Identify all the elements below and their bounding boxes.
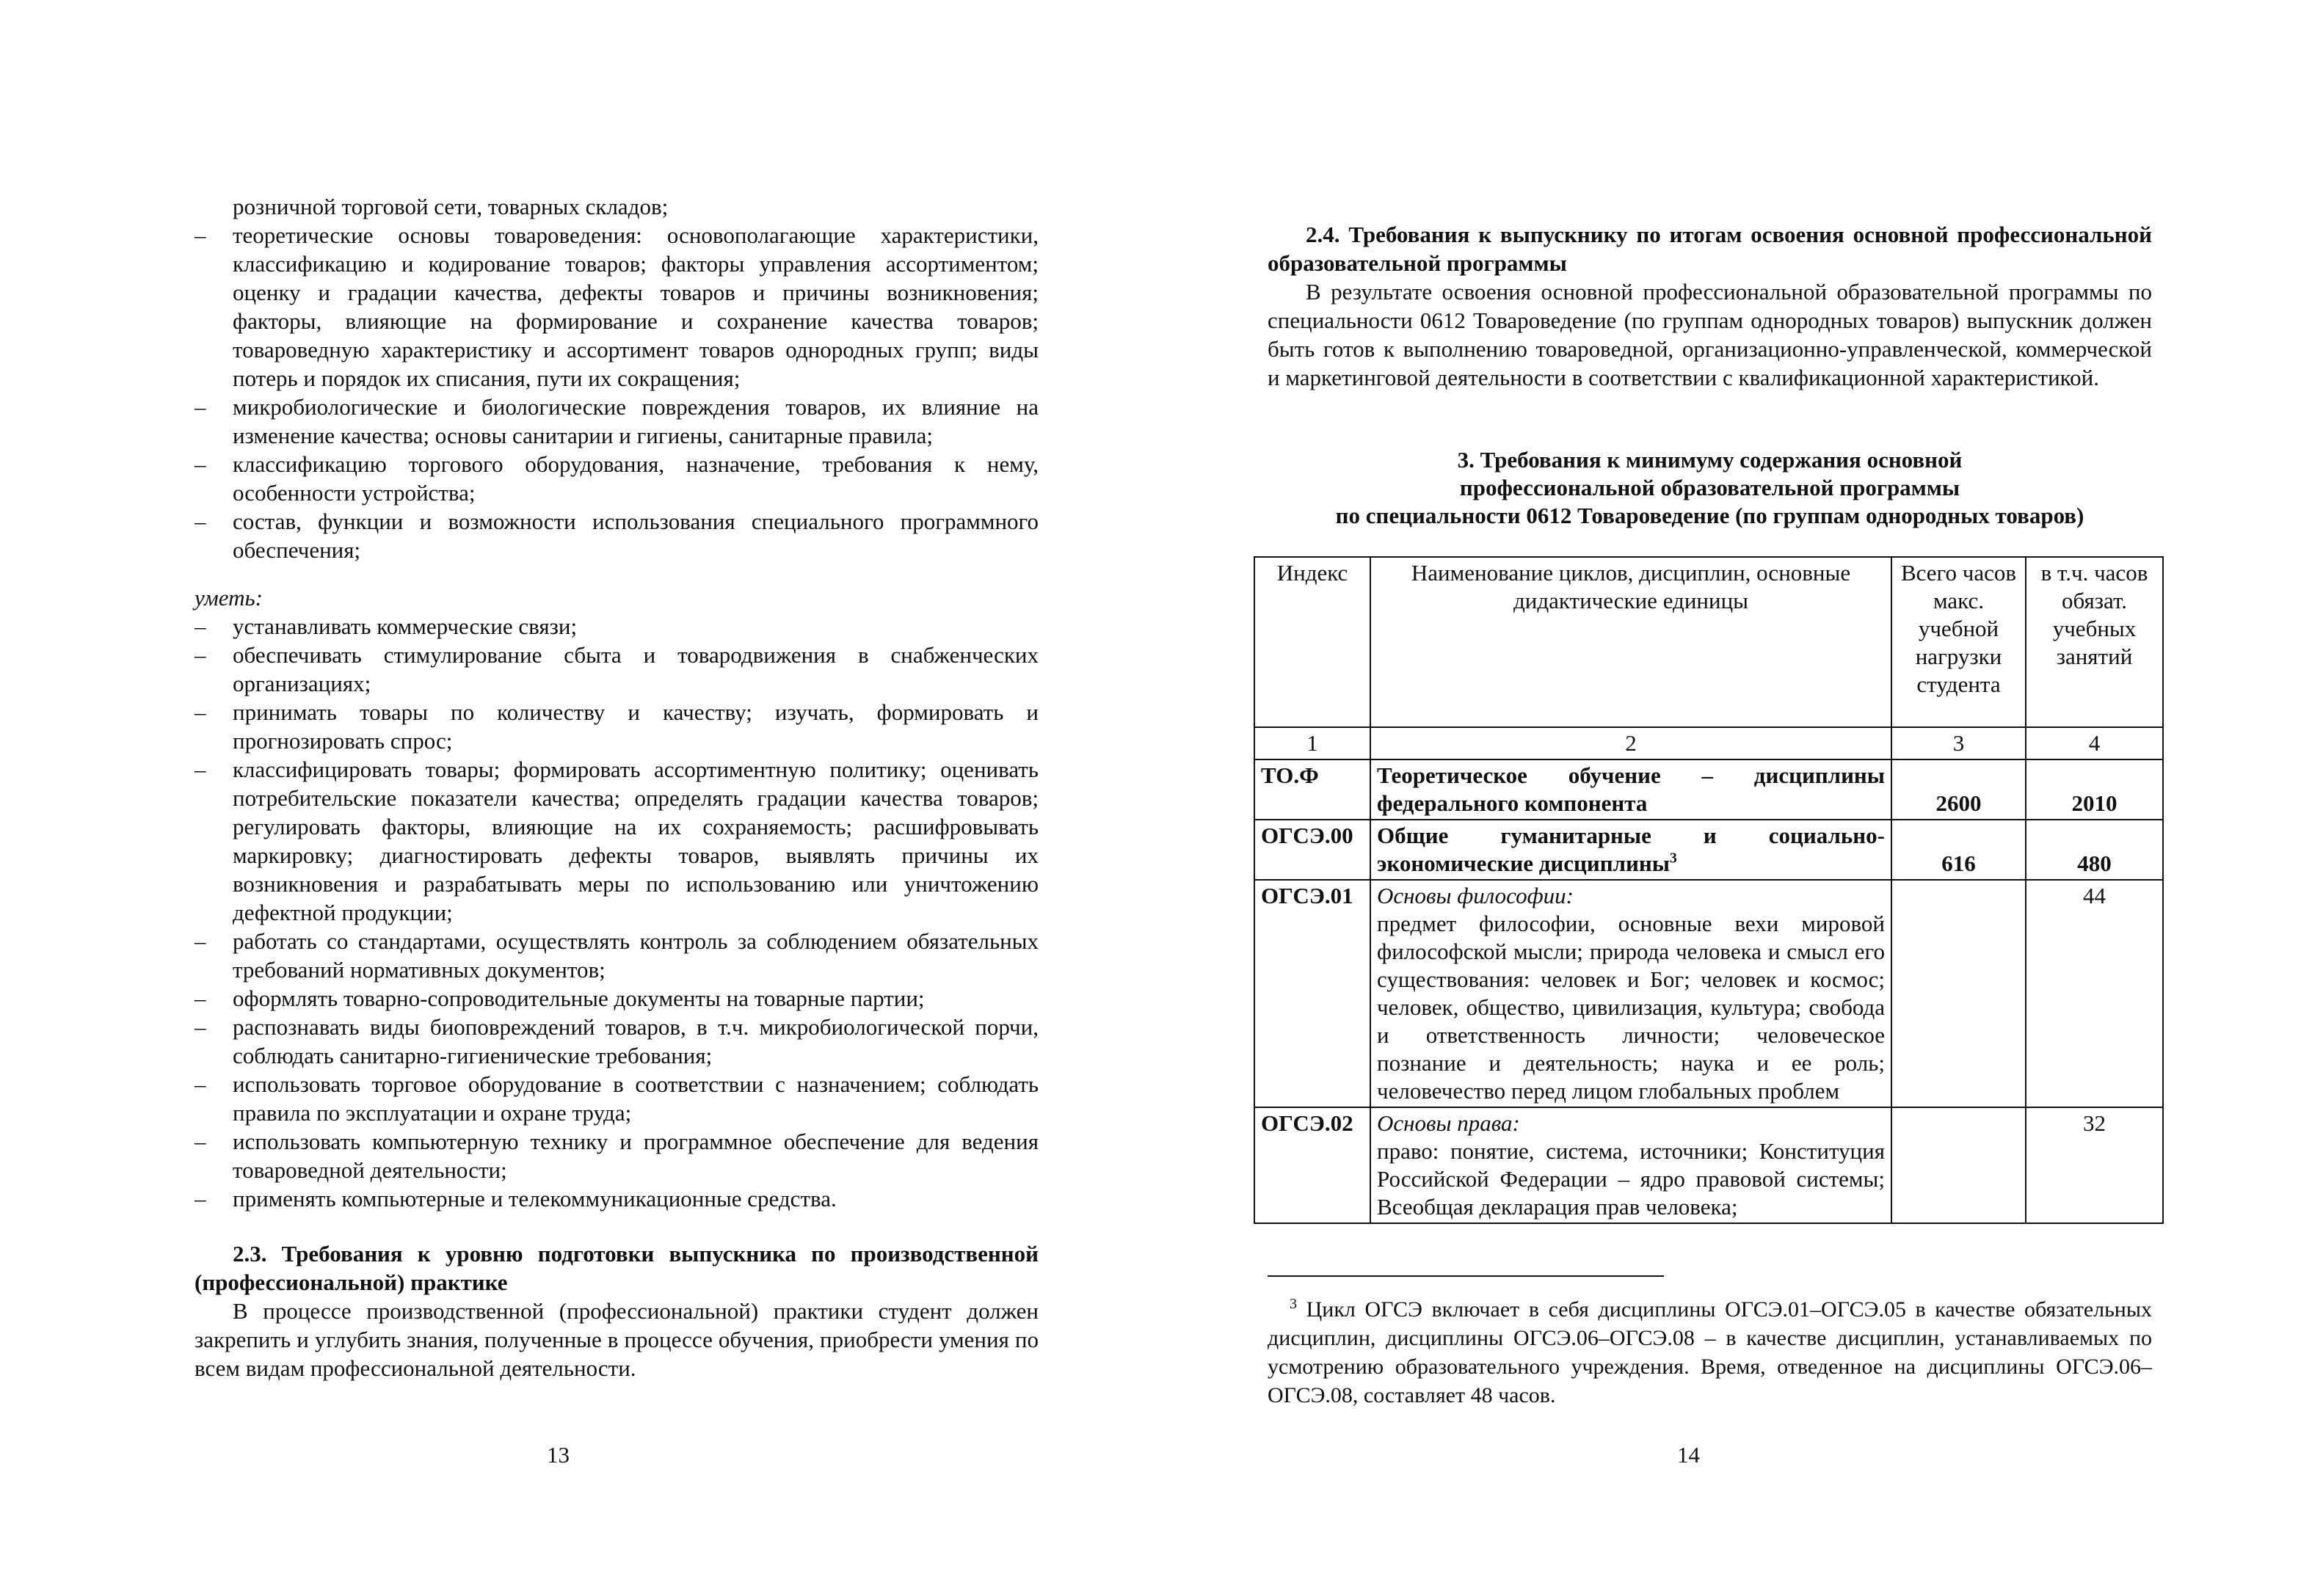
header-cell-total: Всего часов макс. учебной нагрузки студента [1891,557,2026,727]
list-item: – теоретические основы товароведения: основополагающие характеристики, классификацию и кодирование товаров; факторы управления ассортиментом; оценку и градации качества, дефекты товаров и причины возникновения; факторы, влияющие на формирование и сохранение качества товаров; товароведную характеристику и ассортимент товаров однородных групп; виды потерь и порядок их списания, пути их сокращения; [195,221,1039,393]
row-name: Общие гуманитарные и социально-экономические дисциплины [1377,823,1885,876]
section-2-3-heading: 2.3. Требования к уровню подготовки выпускника по производственной (профессиональной) практике [195,1241,1039,1295]
row-total: 616 [1891,820,2026,880]
header-cell-index: Индекс [1254,557,1370,727]
row-name-cell [1370,820,1891,880]
row-index: ТО.Ф [1254,759,1370,820]
table-row [1254,880,2163,1107]
table-row [1254,1107,2163,1223]
requirements-table [1254,556,2164,1224]
column-number: 2 [1370,727,1891,759]
list-item: – распознавать виды биоповреждений товаров, в т.ч. микробиологической порчи, соблюдать санитарно-гигиенические требования; [195,1013,1039,1070]
row-description: предмет философии, основные вехи мировой философской мысли; природа человека и смысл его существования: человек и Бог; человек и космос; человек, общество, цивилизация, культура; свобода и ответственность личности; человеческое познание и деятельность; наука и ее роль; человечество перед лицом глобальных проблем [1377,911,1885,1104]
row-mandatory: 44 [2026,880,2163,1107]
row-title: Основы философии: [1377,883,1574,908]
row-mandatory: 2010 [2026,759,2163,820]
header-cell-name: Наименование циклов, дисциплин, основные дидактические единицы [1370,557,1891,727]
column-number: 1 [1254,727,1370,759]
footnote-text: Цикл ОГСЭ включает в себя дисциплины ОГСЭ.01–ОГСЭ.05 в качестве обязательных дисциплин, дисциплины ОГСЭ.06–ОГСЭ.08 – в качестве дисциплин, устанавливаемых по усмотрению образовательного учреждения. Время, отведенное на дисциплины ОГСЭ.06–ОГСЭ.08, составляет 48 часов. [1268,1297,2152,1407]
column-number-row [1254,727,2163,759]
continuation-line: розничной торговой сети, товарных складов; [233,194,669,219]
list-item: – микробиологические и биологические повреждения товаров, их влияние на изменение качества; основы санитарии и гигиены, санитарные правила; [195,393,1039,450]
list-item: – классифицировать товары; формировать ассортиментную политику; оценивать потребительские показатели качества; определять градации качества товаров; регулировать факторы, влияющие на их сохраняемость; расшифровывать маркировку; диагностировать дефекты товаров, выявлять причины их возникновения и разрабатывать меры по использованию или уничтожению дефектной продукции; [195,755,1039,927]
able-label: уметь: [195,585,263,611]
section-3-heading-line: профессиональной образовательной программы [1459,475,1960,500]
footnote-mark: 3 [1290,1296,1297,1312]
row-description: право: понятие, система, источники; Конституция Российской Федерации – ядро правовой системы; Всеобщая декларация прав человека; [1377,1138,1885,1220]
list-item: – использовать торговое оборудование в соответствии с назначением; соблюдать правила по эксплуатации и охране труда; [195,1070,1039,1127]
section-2-4 [1268,220,2152,392]
row-index: ОГСЭ.00 [1254,820,1370,880]
list-item: – обеспечивать стимулирование сбыта и товародвижения в снабженческих организациях; [195,641,1039,698]
table-row [1254,759,2163,820]
header-cell-mandatory: в т.ч. часов обязат. учебных занятий [2026,557,2163,727]
section-2-3-text: В процессе производственной (профессиональной) практики студент должен закрепить и углубить знания, полученные в процессе обучения, приобрести умения по всем видам профессиональной деятельности. [195,1298,1039,1381]
row-mandatory: 480 [2026,820,2163,880]
list-item: – оформлять товарно-сопроводительные документы на товарные партии; [195,984,1039,1013]
section-2-4-text: В результате освоения основной профессиональной образовательной программы по специальности 0612 Товароведение (по группам однородных товаров) выпускник должен быть готов к выполнению товароведной, организационно-управленческой, коммерческой и маркетинговой деятельности в соответствии с квалификационной характеристикой. [1268,279,2152,390]
list-item: – использовать компьютерную технику и программное обеспечение для ведения товароведной деятельности; [195,1127,1039,1184]
row-title: Основы права: [1377,1110,1520,1136]
left-page-body [195,192,1039,1382]
section-2-4-heading: 2.4. Требования к выпускнику по итогам освоения основной профессиональной образовательной программы [1268,222,2152,276]
know-list [195,221,1039,564]
row-name: Теоретическое обучение – дисциплины федерального компонента [1370,759,1891,820]
table-header-row [1254,557,2163,727]
footnote-divider [1268,1275,1664,1277]
right-page [1156,0,2312,1596]
table-row [1254,820,2163,880]
footnote-ref[interactable]: 3 [1669,850,1677,867]
column-number: 3 [1891,727,2026,759]
page-number-right: 14 [1677,1442,1700,1468]
list-item: – классификацию торгового оборудования, назначение, требования к нему, особенности устройства; [195,450,1039,507]
list-item: – устанавливать коммерческие связи; [195,612,1039,641]
row-total: 2600 [1891,759,2026,820]
row-total [1891,1107,2026,1223]
column-number: 4 [2026,727,2163,759]
list-item: – применять компьютерные и телекоммуникационные средства. [195,1184,1039,1213]
page-number-left: 13 [547,1442,570,1468]
list-item: – состав, функции и возможности использования специального программного обеспечения; [195,507,1039,564]
list-item: – работать со стандартами, осуществлять контроль за соблюдением обязательных требований нормативных документов; [195,927,1039,984]
footnote [1268,1295,2152,1410]
row-mandatory: 32 [2026,1107,2163,1223]
row-name-cell [1370,1107,1891,1223]
list-item: – принимать товары по количеству и качеству; изучать, формировать и прогнозировать спрос; [195,698,1039,755]
row-name-cell [1370,880,1891,1107]
section-3-heading [1268,446,2152,530]
row-total [1891,880,2026,1107]
row-index: ОГСЭ.02 [1254,1107,1370,1223]
able-list [195,612,1039,1213]
section-3-heading-line: 3. Требования к минимуму содержания основной [1457,447,1963,473]
section-3-heading-line: по специальности 0612 Товароведение (по группам однородных товаров) [1335,503,2084,528]
row-index: ОГСЭ.01 [1254,880,1370,1107]
